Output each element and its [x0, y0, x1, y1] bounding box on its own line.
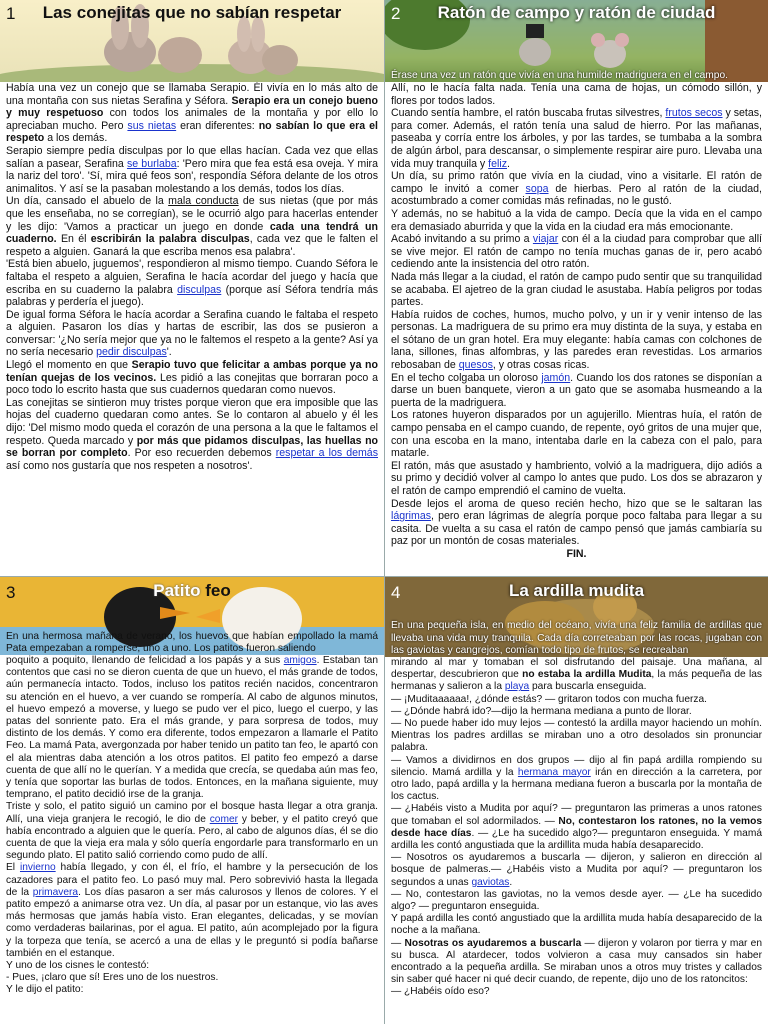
- story-number: 2: [391, 4, 401, 23]
- inline-link[interactable]: sus nietas: [127, 119, 177, 132]
- inline-link[interactable]: quesos: [458, 359, 493, 372]
- text-run: con él a la ciudad para comprobar que allí se vive mejor. El ratón de campo no tenía muchas ganas de ir, pero acabó cediendo ante la insistencia del otro ratón.: [391, 233, 762, 271]
- paragraph: [6, 801, 378, 862]
- inline-link[interactable]: invierno: [19, 862, 56, 874]
- paragraph: [391, 107, 762, 170]
- paragraph: [391, 233, 762, 271]
- text-run: y setas, para comer. Además, el ratón tenía una salud de hierro. Por las mañanas, paseaba y corría entre los árboles, y por las tardes, se tumbaba a la sombra de algún árbol, para descansar, o simplemente respirar aire puro. Llevaba una vida muy tranquila y: [391, 107, 762, 170]
- text-run: Llegó el momento en que: [6, 359, 132, 372]
- text-run: , pero eran lágrimas de alegría porque poco faltaba para llegar a su casita. De vuelta a su casa el ratón de campo pensó que jamás cambiaría su paz por un montón de cosas materiales.: [391, 510, 762, 548]
- text-run: Y uno de los cisnes le contestó:: [6, 960, 150, 972]
- paragraph: [6, 359, 378, 397]
- paragraph: [6, 397, 378, 473]
- text-run: Cuando sentía hambre, el ratón buscaba frutas silvestres,: [391, 107, 666, 120]
- text-run: Había ruidos de coches, humos, mucho polvo, y un ir y venir intenso de las personas. La madriguera de su primo era muy distinta de la suya, y estaba en el sótano de un gran hotel. Era muy elegante: había camas con colchones de lana, sillones, finas alfombras, y las paredes eran revestidas. Los armarios rebosaban de: [391, 308, 762, 372]
- paragraph: [6, 960, 378, 972]
- bold-text: Serapio tuvo que felicitar a ambas porque ya no tenían quejas de los vecinos.: [6, 359, 378, 384]
- paragraph: [391, 372, 762, 410]
- paragraph: [391, 498, 762, 548]
- underlined-text: mala conducta: [168, 195, 239, 208]
- text-run: — Vamos a dividirnos en dos grupos — dijo al fin papá ardilla rompiendo su silencio. Mamá ardilla y la: [391, 754, 762, 778]
- bold-text: por más que pidamos disculpas, las huellas no se borran por completo: [6, 434, 379, 460]
- text-run: — No, contestaron las gaviotas, no la vemos desde ayer. — ¿Le ha sucedido algo? — preguntaron enseguida.: [391, 888, 762, 913]
- text-run: Los ratones huyeron disparados por un agujerillo. Mientras huía, el ratón de campo pensaba en el campo cuando, de repente, oyó gritos de una mujer que, con una escoba en la mano, intentaba darle en la cabeza con el palo, para matarle.: [391, 409, 762, 460]
- text-run: mirando al mar y tomaban el sol disfrutando del paisaje. Una mañana, al despertar, descubrieron que: [391, 657, 762, 681]
- text-run: y beber, y el patito creyó que había encontrado a alguien que le quería. Pero, al cabo de algunos días, él se dio cuenta de que la vieja era mala y sólo quería engordarle para transformarlo en un segundo plato. El patito salió corriendo como pudo de allí.: [6, 813, 379, 862]
- text-run: Acabó invitando a su primo a: [391, 233, 533, 246]
- text-run: En el techo colgaba un oloroso: [391, 371, 542, 384]
- story-body: [385, 657, 768, 999]
- paragraph: [391, 755, 762, 804]
- text-run: Las conejitas se sintieron muy tristes porque vieron que era imposible que las hojas del cuaderno quedaran como antes. Se lo contaron al abuelo y él les dijo: 'Del mismo modo queda el corazón de una persona a la que le faltamos el respeto. Queda marcado y: [6, 396, 378, 447]
- paragraph: [6, 82, 378, 145]
- text-run: — ¿Habéis visto a Mudita por aquí? — preguntaron las primeras a unos ratones que tomaban el sol adormilados. —: [391, 803, 762, 827]
- story-3: [0, 577, 384, 1024]
- inline-link[interactable]: frutos secos: [665, 107, 723, 120]
- inline-link[interactable]: feliz: [488, 157, 507, 170]
- text-run: . — ¿Le ha sucedido algo?— preguntaron enseguida. Y mamá ardilla les contó angustiada que la ardillita muda había desaparecido.: [391, 827, 762, 852]
- text-run: — Nosotros os ayudaremos a buscarla — dijeron, y salieron en dirección al bosque de palmeras.— ¿Habéis visto a Mudita por aquí? — preguntaron los segundos a unas: [391, 852, 762, 888]
- text-run: El: [6, 862, 20, 874]
- text-run: de sus nietas (que por más que les enseñaba, no se corregían), se le ocurrió algo para hacerlas entender y les dijo: 'Vamos a practicar un juego en donde: [6, 195, 378, 233]
- text-run: . Cuando los dos ratones se disponían a darse un buen banquete, vieron a un gato que se asomaba husmeando a la puerta de la madriguera.: [391, 371, 763, 409]
- story-4-banner: [385, 577, 768, 657]
- text-run: Había una vez un conejo que se llamaba Serapio. Él vivía en lo más alto de una montaña con sus nietas Serafina y Séfora.: [6, 82, 378, 107]
- text-run: '.: [166, 346, 172, 359]
- paragraph: [6, 145, 378, 195]
- paragraph: [6, 258, 378, 308]
- text-run: a los demás.: [44, 132, 108, 145]
- bold-text: no sabían lo que era el respeto: [6, 119, 378, 145]
- text-run: Y papá ardilla les contó angustiado que la ardillita muda había desaparecido de la noche a la mañana.: [391, 913, 762, 937]
- paragraph: [391, 852, 762, 889]
- paragraph: [391, 938, 762, 987]
- paragraph: [6, 862, 378, 960]
- story-intro-overlay: Érase una vez un ratón que vivía en una humilde madriguera en el campo.: [391, 69, 728, 81]
- text-run: —: [391, 937, 405, 949]
- story-1: [0, 0, 384, 576]
- story-body: [0, 82, 384, 472]
- story-title-part-1: Patito: [153, 581, 201, 600]
- paragraph: [6, 984, 378, 996]
- inline-link[interactable]: jamón: [541, 371, 571, 384]
- story-2-banner: [385, 0, 768, 82]
- story-intro-overlay: En una pequeña isla, en medio del océano, vivía una feliz familia de ardillas que llevaba una vida muy tranquila. Cada día correteaban por las rocas, jugaban con las gaviotas y cangrejos, comían todo tipo de frutos, se recreaban: [391, 620, 762, 656]
- paragraph: [391, 706, 762, 718]
- inline-link[interactable]: amigos: [283, 655, 317, 666]
- paragraph: [391, 657, 762, 694]
- story-number: 4: [391, 583, 401, 602]
- text-run: Les pidió a las conejitas que borraran poco a poco todo lo escrito hasta que sus cuadernos quedaran como nuevos.: [6, 371, 378, 397]
- paragraph: [391, 271, 762, 309]
- story-title-part-2: feo: [205, 581, 231, 600]
- text-run: Serapio siempre pedía disculpas por lo que ellas hacían. Cada vez que ellas salían a pasear, Serafina: [6, 144, 378, 170]
- inline-link[interactable]: playa: [504, 681, 530, 693]
- bold-text: no estaba la ardilla Mudita: [522, 669, 652, 681]
- paragraph: [391, 460, 762, 498]
- text-run: . Los días pasaron a ser más calurosos y llenos de colores. Y el patito empezó a animarse otra vez. Un día, al pasar por un estanque, vio las aves más hermosas que jamás había visto. Eran elegantes, delicadas, y se movían como verdaderas bailarinas, por el agua. El patito, aún acomplejado por la figura y la torpeza que tenía, se acercó a una de ellas y le preguntó si podía bañarse también en el estanque.: [6, 886, 378, 959]
- text-run: En él: [56, 233, 91, 246]
- paragraph: [391, 309, 762, 372]
- story-3-banner: [0, 577, 384, 655]
- paragraph: [391, 889, 762, 913]
- inline-link[interactable]: disculpas: [177, 283, 222, 296]
- story-2: [385, 0, 768, 576]
- story-body: [0, 655, 384, 997]
- text-run: .: [509, 876, 513, 888]
- text-run: 'Está bien abuelo, juguemos', respondieron al mismo tiempo. Cuando Séfora le faltaba el respeto a alguien, Serafina le hacía acordar del juego y hacía que escriba en su cuaderno la palabra: [6, 258, 378, 296]
- paragraph: [391, 170, 762, 208]
- inline-link[interactable]: comer: [209, 813, 239, 825]
- text-run: irán en dirección a la carretera, por otro lado, papá ardilla y la hermana mediana fueron a buscarla por la montaña de los cactus.: [391, 766, 763, 803]
- text-run: Nada más llegar a la ciudad, el ratón de campo pudo sentir que su tranquilidad se acababa. El ajetreo de la gran ciudad le asustaba. Había peligros por todas partes.: [391, 270, 762, 309]
- text-run: : 'Pero mira que fea está esa oveja. Y mira la nariz del toro'. 'Sí, mira qué feos son', respondía Séfora delante de los otros animalitos. Y así se la pasaban molestando a los demás, todos los días.: [6, 157, 378, 195]
- paragraph: [6, 195, 378, 258]
- paragraph: [6, 972, 378, 984]
- text-run: , la más pequeña de las hermanas y salieron a la: [391, 669, 762, 693]
- inline-link[interactable]: sopa: [525, 182, 549, 195]
- story-4: [385, 577, 768, 1024]
- text-run: Un día, cansado el abuelo de la: [6, 195, 169, 208]
- story-number: 1: [6, 4, 16, 23]
- text-run: Allí, no le hacía falta nada. Tenía una cama de hojas, un cómodo sillón, y flores por todos lados.: [391, 82, 762, 107]
- paragraph: [6, 655, 378, 801]
- text-run: había llegado, y con él, el frío, el hambre y la persecución de los cazadores para el patito feo. Lo pasó muy mal. Pero sobrevivió hasta la llegada de la: [6, 862, 379, 898]
- text-run: De igual forma Séfora le hacía acordar a Serafina cuando le faltaba el respeto a alguien. Pasaron los días y hartas de escribir, las dos se pusieron a conversar: '¿No sería mejor que ya no le faltemos el respeto a la gente? Así ya no sería necesario: [6, 308, 378, 359]
- paragraph: [391, 82, 762, 107]
- bold-text: No, contestaron los ratones, no la vemos desde hace días: [391, 815, 762, 839]
- story-title: Las conejitas que no sabían respetar: [42, 3, 342, 22]
- inline-link[interactable]: lágrimas: [391, 510, 432, 523]
- text-run: con todos los animales de la montaña y por ello lo apreciaban mucho. Pero: [6, 107, 378, 132]
- text-run: Triste y solo, el patito siguió un camino por el bosque hasta llegar a otra granja. Allí, una vieja granjera le recogió, le dio de: [6, 801, 378, 825]
- text-run: .: [507, 157, 510, 170]
- text-run: — No puede haber ido muy lejos — contestó la ardilla mayor haciendo un mohín. Mientras los padres ardillas se miraban uno a otro desolados sin pronunciar palabra.: [391, 718, 762, 754]
- paragraph: [391, 718, 762, 755]
- text-run: — ¡Muditaaaaaa!, ¿dónde estás? — gritaron todos con mucha fuerza.: [391, 693, 707, 705]
- story-number: 3: [6, 583, 16, 602]
- text-run: El ratón, más que asustado y hambriento, volvió a la madriguera, dijo adiós a su primo y decidió volver al campo lo antes que pudo. Los dos se abrazaron y el ratón de campo emprendió el camino de vuelta.: [391, 459, 762, 497]
- bold-text: cada una tendrá un cuaderno.: [6, 220, 378, 246]
- text-run: Y además, no se habituó a la vida de campo. Decía que la vida en el campo era demasiado aburrida y que la vida en la ciudad era más emocionante.: [391, 207, 762, 233]
- paragraph: [391, 913, 762, 937]
- text-run: - Pues, ¡claro que sí! Eres uno de los nuestros.: [6, 972, 219, 984]
- story-title: [0, 581, 384, 601]
- paragraph: [391, 803, 762, 852]
- text-run: . Por eso recuerden debemos: [127, 447, 276, 460]
- bold-text: Nosotras os ayudaremos a buscarla: [404, 937, 582, 949]
- story-end-label: FIN.: [566, 547, 587, 560]
- text-run: para buscarla enseguida.: [529, 681, 647, 693]
- story-title: Ratón de campo y ratón de ciudad: [437, 3, 716, 22]
- story-intro-overlay: En una hermosa mañana de verano, los huevos que habían empollado la mamá Pata empezaban a romperse, uno a uno. Los patitos fueron saliendo: [6, 630, 378, 654]
- story-1-banner: [0, 0, 384, 82]
- text-run: eran diferentes:: [176, 119, 259, 132]
- paragraph: [391, 208, 762, 233]
- paragraph: [391, 986, 762, 998]
- text-run: , y otras cosas ricas.: [492, 359, 590, 372]
- bold-text: Serapio era un conejo bueno y muy respetuoso: [6, 94, 378, 120]
- inline-link[interactable]: pedir disculpas: [96, 346, 167, 359]
- text-run: de hierbas. Pero al ratón de la ciudad, acostumbrado a comer comidas más refinadas, no le gustó.: [391, 182, 762, 208]
- inline-link[interactable]: hermana mayor: [517, 766, 591, 778]
- inline-link[interactable]: respetar a los demás: [275, 447, 378, 460]
- bold-text: escribirán la palabra disculpas: [90, 233, 250, 246]
- text-run: Y le dijo el patito:: [6, 984, 84, 996]
- text-run: — dijeron y volaron por tierra y mar en su busca. Al atardecer, todos volvieron a casa muy cansados sin haber encontrado a la pequeña ardilla. Se miraban unos a otros muy tristes y callados sin saber qué hacer ni qué decir cuando, de repente, dijo uno de los ratoncitos:: [391, 937, 762, 986]
- inline-link[interactable]: se burlaba: [126, 157, 177, 170]
- paragraph: [391, 409, 762, 459]
- paragraph: [391, 694, 762, 706]
- inline-link[interactable]: primavera: [32, 886, 79, 898]
- text-run: Un día, su primo ratón que vivía en la ciudad, vino a visitarle. El ratón de campo le invitó a comer: [391, 170, 762, 195]
- text-run: , cada vez que le falten el respeto a alguien. Ganará la que escriba menos esa palabra'.: [6, 233, 378, 258]
- story-body: [385, 82, 768, 548]
- text-run: Desde lejos el aroma de queso recién hecho, hizo que se le saltaran las: [391, 497, 762, 510]
- inline-link[interactable]: viajar: [532, 233, 559, 246]
- story-title: La ardilla mudita: [508, 581, 645, 600]
- text-run: así como nos gustaría que nos respeten a nosotros'.: [6, 459, 253, 472]
- text-run: (porque así Séfora tendría más palabras y perdería el juego).: [6, 283, 378, 309]
- inline-link[interactable]: gaviotas: [471, 876, 510, 888]
- text-run: — ¿Dónde habrá ido?—dijo la hermana mediana a punto de llorar.: [391, 705, 692, 717]
- text-run: — ¿Habéis oído eso?: [391, 986, 490, 998]
- text-run: . Estaban tan contentos que casi no se dieron cuenta de que un huevo, el más grande de todos, aún permanecía intacto. Todos, incluso los patitos recién nacidos, concentraron su atención en el huevo, a ver cuando se rompería. Al cabo de algunos minutos, el huevo empezó a moverse, y luego se pudo ver el pico, luego el cuerpo, y las patas del sonriente pato. Era el más grande, y para sorpresa de todos, muy distinto de los demás. Y como era diferente, todos empezaron a llamarle el Patito Feo. La mamá Pata, avergonzada por haber tenido un patito tan feo, le apartó con el ala mientras daba atención a los otros patitos. El patito feo empezó a darse cuenta de que allí no le querían. Y a medida que crecía, se quedaba aún mas feo, y tenía que soportar las burlas de todos. Entonces, en la mañana siguiente, muy temprano, el patito decidió irse de la granja.: [6, 655, 378, 801]
- paragraph: [6, 309, 378, 359]
- text-run: poquito a poquito, llenando de felicidad a los papás y a sus: [6, 655, 284, 666]
